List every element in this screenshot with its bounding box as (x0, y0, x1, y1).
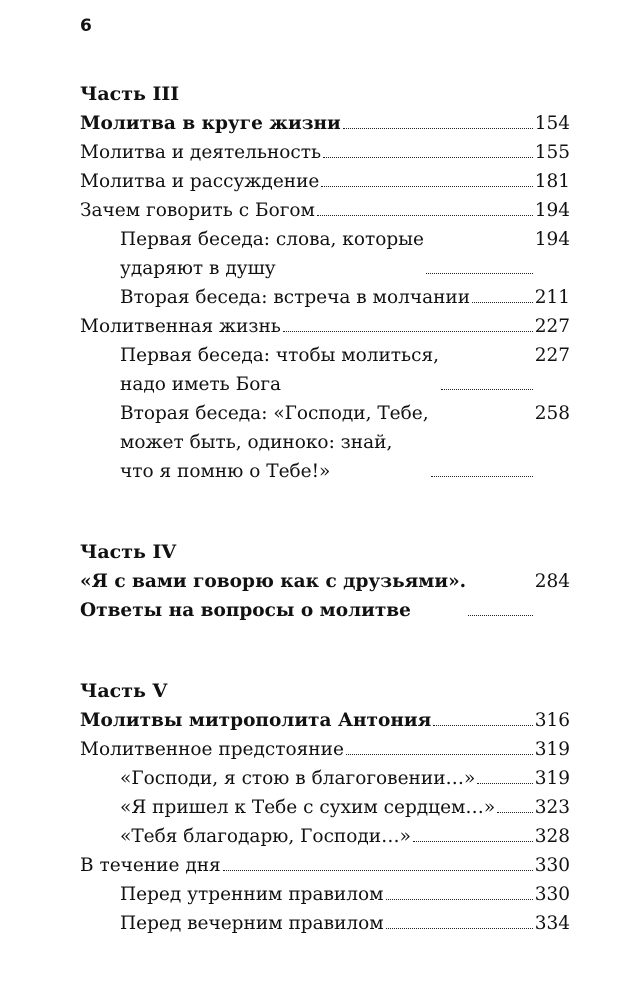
toc-entry-page-number: 194 (534, 229, 570, 250)
toc-entry-page-number: 330 (534, 884, 570, 905)
toc-entry-title (120, 764, 475, 793)
toc-entry-title (80, 706, 431, 735)
toc-entry-title-line: «Господи, я стою в благоговении…» (120, 768, 476, 789)
table-of-contents (80, 80, 570, 938)
toc-entry-title (120, 399, 429, 486)
toc-entry-title (120, 225, 424, 283)
toc-entry-title-line: «Тебя благодарю, Господи…» (120, 826, 411, 847)
toc-entry-page-number: 284 (534, 571, 570, 592)
dot-leader (433, 725, 532, 726)
toc-entry-title-line: надо иметь Бога (120, 374, 282, 395)
toc-entry-title-line: Зачем говорить с Богом (80, 200, 315, 221)
toc-entry-title-line: ударяют в душу (120, 258, 276, 279)
toc-entry-title (120, 283, 470, 312)
toc-entry-page-number: 319 (534, 739, 570, 760)
toc-entry-title-line: «Я пришел к Тебе с сухим сердцем…» (120, 797, 496, 818)
part-heading: Часть IV (80, 541, 177, 563)
dot-leader (441, 389, 533, 390)
toc-entry-title-line: Молитва в круге жизни (80, 113, 341, 134)
toc-entry[interactable] (80, 735, 570, 764)
toc-entry-title (80, 567, 466, 625)
toc-entry[interactable] (80, 399, 570, 486)
dot-leader (472, 302, 533, 303)
dot-leader (223, 870, 533, 871)
toc-entry-title-line: Перед утренним правилом (120, 884, 384, 905)
part-spacer (80, 486, 570, 538)
toc-entry-page-number: 181 (534, 171, 570, 192)
toc-entry-title-line: Ответы на вопросы о молитве (80, 600, 411, 621)
toc-entry-page-number: 154 (534, 113, 570, 134)
toc-entry-page-number: 319 (534, 768, 570, 789)
dot-leader (386, 899, 533, 900)
dot-leader (321, 186, 532, 187)
toc-entry-page-number: 334 (534, 913, 570, 934)
toc-entry-title (120, 909, 384, 938)
toc-entry-page-number: 155 (534, 142, 570, 163)
toc-entry[interactable] (80, 880, 570, 909)
toc-entry-page-number: 316 (534, 710, 570, 731)
toc-entry-page-number: 194 (534, 200, 570, 221)
dot-leader (346, 754, 533, 755)
toc-entry-title (80, 167, 319, 196)
toc-entry[interactable] (80, 138, 570, 167)
part-spacer (80, 625, 570, 677)
dot-leader (413, 841, 533, 842)
toc-entry[interactable] (80, 706, 570, 735)
toc-entry-page-number: 330 (534, 855, 570, 876)
toc-entry-title-line: может быть, одиноко: знай, (120, 432, 393, 453)
dot-leader (477, 783, 532, 784)
toc-entry[interactable] (80, 196, 570, 225)
toc-entry-title-line: «Я с вами говорю как с друзьями». (80, 571, 467, 592)
toc-entry-page-number: 227 (534, 316, 570, 337)
toc-entry[interactable] (80, 909, 570, 938)
toc-entry-title (80, 312, 281, 341)
toc-entry-title-line: Перед вечерним правилом (120, 913, 384, 934)
toc-entry-title-line: Молитвенное предстояние (80, 739, 344, 760)
dot-leader (431, 476, 533, 477)
toc-entry[interactable] (80, 764, 570, 793)
toc-entry-title (120, 793, 495, 822)
toc-entry-page-number: 211 (534, 287, 570, 308)
toc-entry-title-line: Первая беседа: чтобы молиться, (120, 345, 440, 366)
toc-entry[interactable] (80, 341, 570, 399)
dot-leader (283, 331, 533, 332)
toc-entry-title (80, 735, 344, 764)
toc-entry-title (80, 196, 315, 225)
page-number: 6 (80, 16, 92, 36)
dot-leader (343, 128, 533, 129)
toc-entry-page-number: 227 (534, 345, 570, 366)
toc-entry-title-line: Молитвенная жизнь (80, 316, 281, 337)
toc-entry-title (120, 341, 439, 399)
toc-entry-title-line: В течение дня (80, 855, 221, 876)
toc-entry-title-line: что я помню о Тебе!» (120, 461, 331, 482)
toc-entry[interactable] (80, 283, 570, 312)
toc-entry[interactable] (80, 567, 570, 625)
toc-entry-page-number: 323 (534, 797, 570, 818)
toc-entry-title-line: Вторая беседа: «Господи, Тебе, (120, 403, 429, 424)
toc-entry-title (80, 138, 321, 167)
toc-entry-title (80, 851, 221, 880)
dot-leader (323, 157, 533, 158)
part-heading: Часть III (80, 83, 180, 105)
toc-entry-page-number: 258 (534, 403, 570, 424)
toc-entry-title-line: Молитва и рассуждение (80, 171, 320, 192)
toc-entry[interactable] (80, 109, 570, 138)
toc-entry-title-line: Вторая беседа: встреча в молчании (120, 287, 471, 308)
dot-leader (386, 928, 533, 929)
toc-entry[interactable] (80, 225, 570, 283)
toc-entry[interactable] (80, 851, 570, 880)
toc-entry-title-line: Молитва и деятельность (80, 142, 322, 163)
toc-entry-title (120, 880, 384, 909)
toc-entry[interactable] (80, 167, 570, 196)
toc-entry[interactable] (80, 312, 570, 341)
toc-entry-title (120, 822, 411, 851)
toc-entry[interactable] (80, 822, 570, 851)
toc-entry-page-number: 328 (534, 826, 570, 847)
toc-entry[interactable] (80, 793, 570, 822)
toc-entry-title (80, 109, 341, 138)
dot-leader (317, 215, 533, 216)
dot-leader (468, 615, 533, 616)
dot-leader (497, 812, 532, 813)
part-heading: Часть V (80, 680, 168, 702)
dot-leader (426, 273, 533, 274)
toc-entry-title-line: Первая беседа: слова, которые (120, 229, 424, 250)
toc-entry-title-line: Молитвы митрополита Антония (80, 710, 432, 731)
